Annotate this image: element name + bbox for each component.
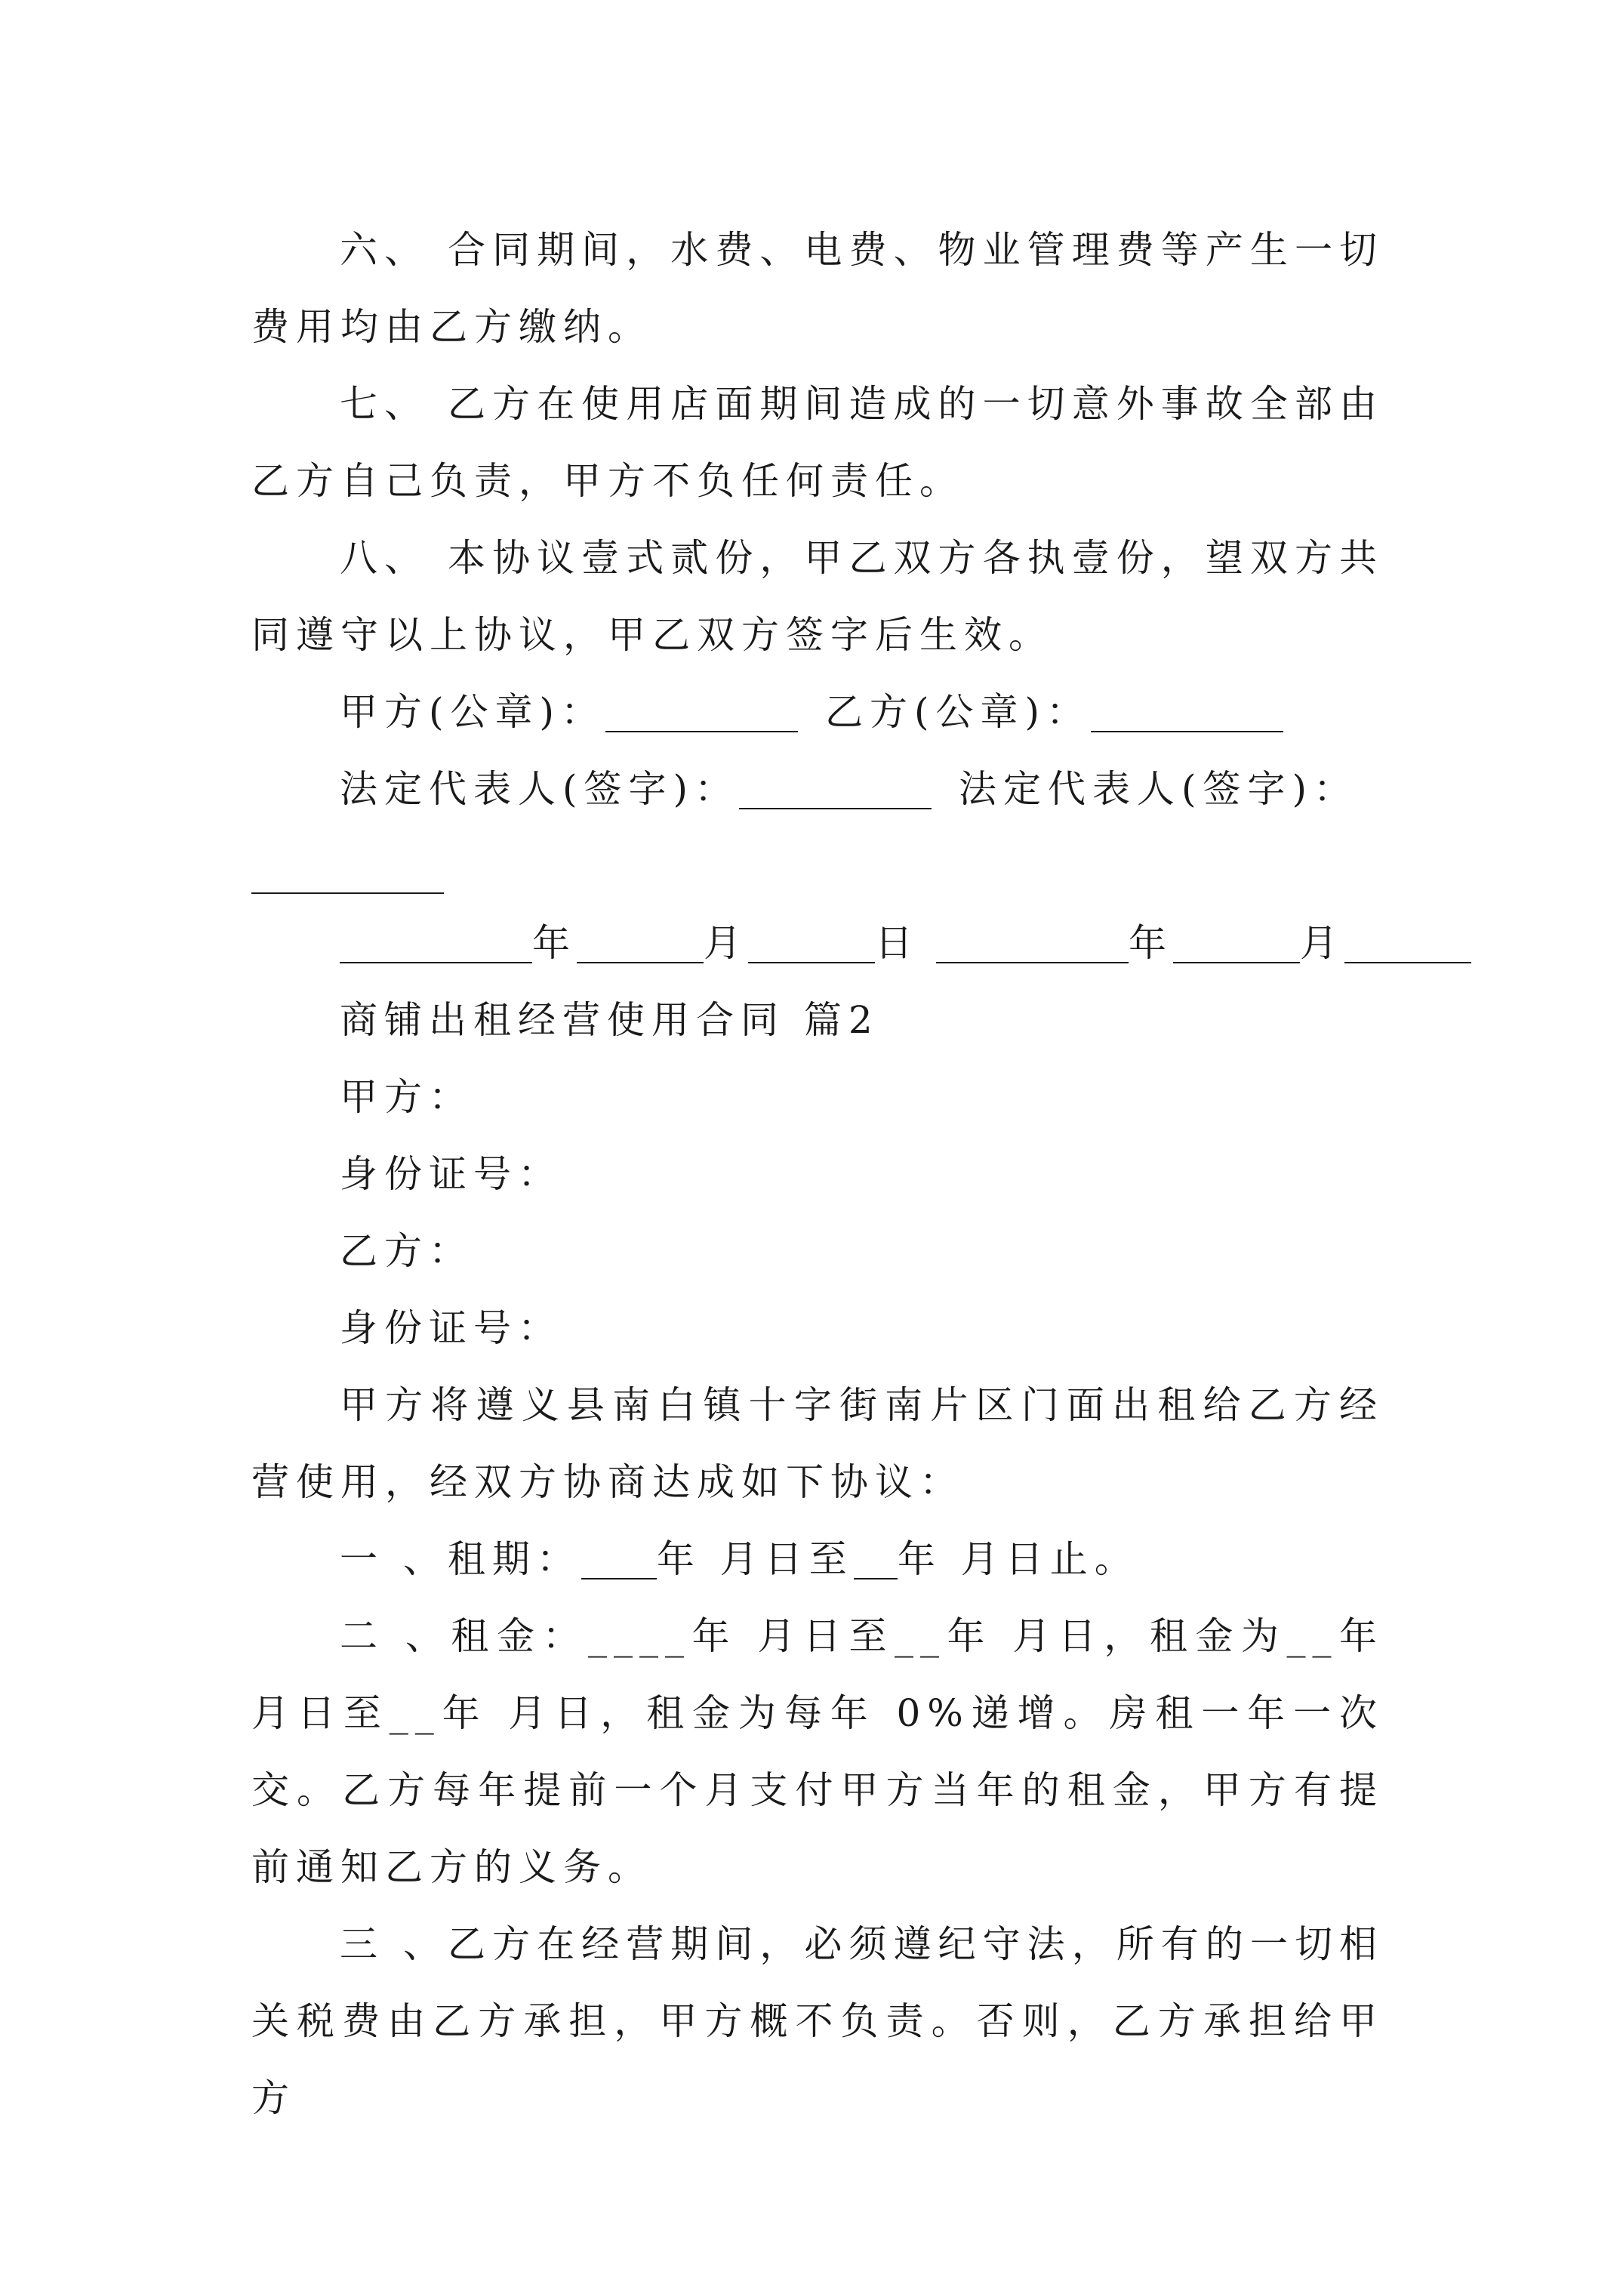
clause-three: 三 、乙方在经营期间，必须遵纪守法，所有的一切相关税费由乙方承担，甲方概不负责。否则，乙方承担给甲方 <box>251 1922 1384 2120</box>
rep-b-blank <box>251 858 444 894</box>
rep-b-blank-row <box>251 827 1384 905</box>
clause-two: 二 、租金：____年 月日至__年 月日，租金为__年 月日至__年 月日，租金为每年 0%递增。房租一年一次交。乙方每年提前一个月支付甲方当年的租金，甲方有提前通知乙方的义务。 <box>251 1614 1384 1889</box>
representative-line <box>251 750 1384 827</box>
contract-title: 商铺出租经营使用合同 篇2 <box>340 998 879 1042</box>
party-a-seal-label: 甲方(公章)： <box>340 690 606 734</box>
month-b-blank <box>1173 927 1300 963</box>
rep-a-blank <box>739 773 932 809</box>
clause-six: 六、 合同期间，水费、电费、物业管理费等产生一切费用均由乙方缴纳。 <box>251 228 1384 349</box>
year-b-label: 年 <box>1129 921 1173 965</box>
party-b-label: 乙方： <box>340 1229 473 1273</box>
rep-a-label: 法定代表人(签字)： <box>340 767 740 811</box>
clause-seven: 七、 乙方在使用店面期间造成的一切意外事故全部由乙方自己负责，甲方不负任何责任。 <box>251 382 1384 503</box>
month-a-blank <box>577 927 704 963</box>
clause-one-text-b: 年 月日止。 <box>897 1537 1139 1581</box>
month-b-label: 月 <box>1300 921 1344 965</box>
party-b-id-label: 身份证号： <box>340 1306 562 1350</box>
party-a-seal-blank <box>605 696 798 732</box>
date-line <box>251 905 1384 982</box>
party-b-seal-label: 乙方(公章)： <box>825 690 1092 734</box>
year-b-blank <box>936 927 1129 963</box>
party-b-seal-blank <box>1091 696 1283 732</box>
day-b-blank <box>1344 927 1471 963</box>
day-a-label: 日 <box>875 921 919 965</box>
clause-one-blank-b <box>854 1543 898 1579</box>
rep-b-label: 法定代表人(签字)： <box>959 767 1359 811</box>
party-a-id-label: 身份证号： <box>340 1152 562 1196</box>
day-a-blank <box>748 927 875 963</box>
month-a-label: 月 <box>704 921 748 965</box>
year-a-label: 年 <box>532 921 577 965</box>
clause-one-blank-a <box>581 1543 657 1579</box>
clause-one-text-a: 年 月日至 <box>656 1537 854 1581</box>
contract-intro: 甲方将遵义县南白镇十字街南片区门面出租给乙方经营使用，经双方协商达成如下协议： <box>251 1383 1384 1504</box>
year-a-blank <box>340 927 532 963</box>
clause-one <box>251 1521 1384 1598</box>
clause-one-label: 一 、租期： <box>340 1537 581 1581</box>
party-a-label: 甲方： <box>340 1075 473 1119</box>
document-body <box>251 211 1384 2137</box>
clause-eight: 八、 本协议壹式贰份，甲乙双方各执壹份，望双方共同遵守以上协议，甲乙双方签字后生效。 <box>251 536 1384 657</box>
seal-line <box>251 673 1384 750</box>
